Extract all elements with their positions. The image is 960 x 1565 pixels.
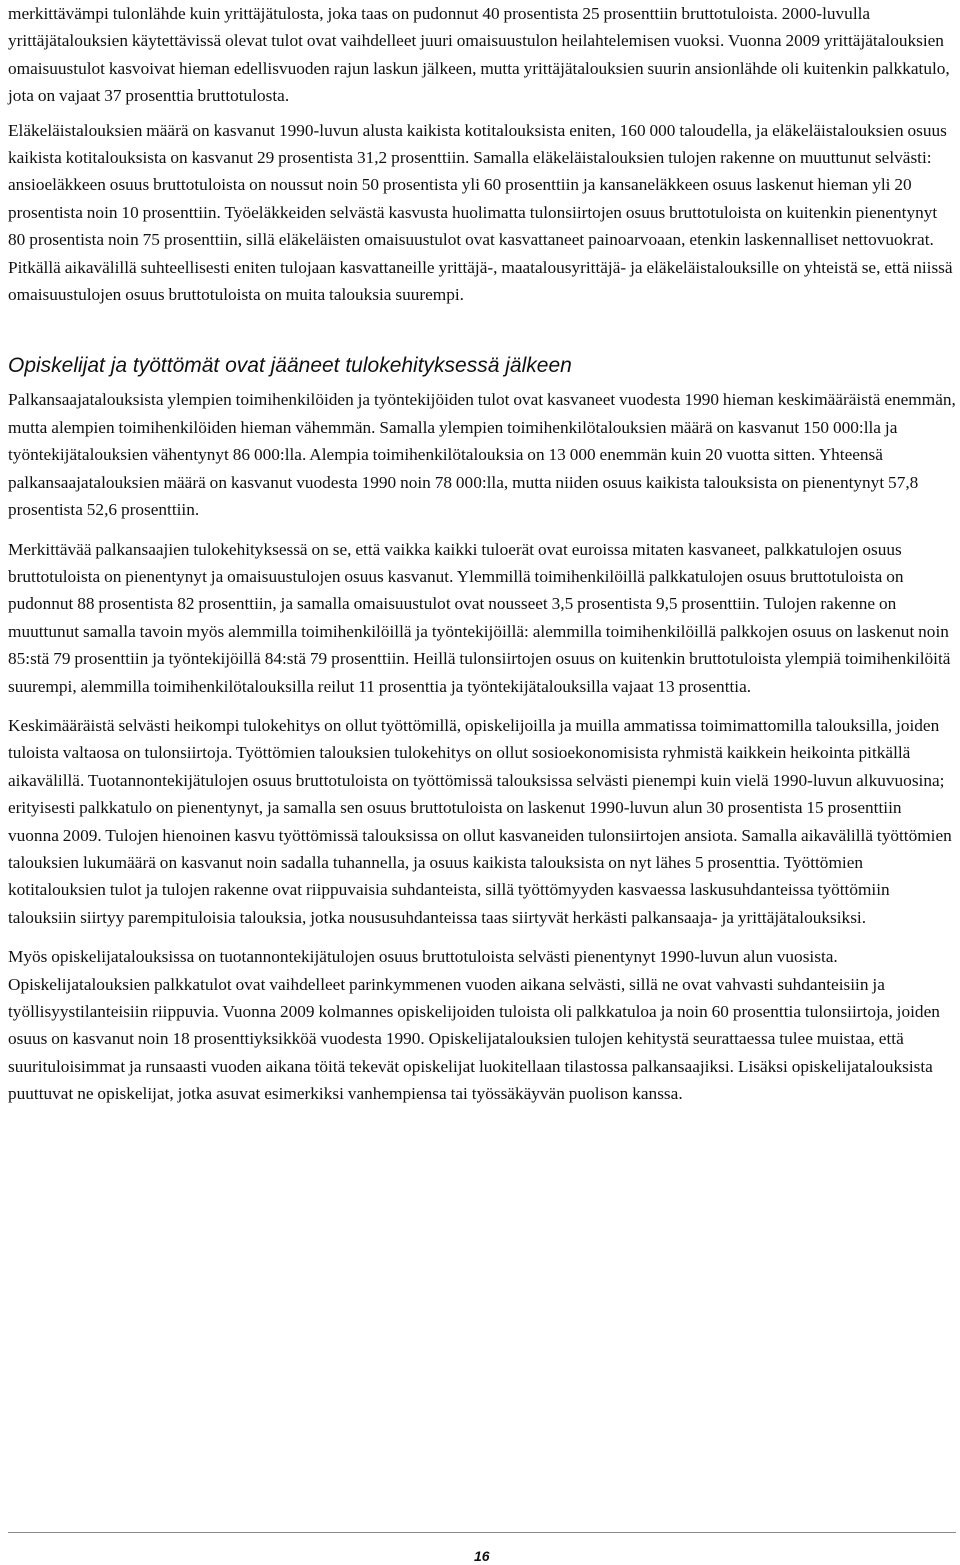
body-paragraph: merkittävämpi tulonlähde kuin yrittäjätulosta, joka taas on pudonnut 40 prosentista 25 prosenttiin bruttotuloista. 2000-luvulla yrittäjätalouksien käytettävissä olevat tulot ovat vaihdelleet juuri omaisuustulon heilahtelemisen vuoksi. Vuonna 2009 yrittäjätalouksien omaisuustulot kasvoivat hieman edellisvuoden rajun laskun jälkeen, mutta yrittäjätalouksien suurin ansionlähde oli kuitenkin palkkatulo, jota on vajaat 37 prosenttia bruttotulosta.: [8, 4, 950, 106]
page-number: 16: [474, 1548, 490, 1564]
body-paragraph: Eläkeläistalouksien määrä on kasvanut 1990-luvun alusta kaikista kotitalouksista eniten, 160 000 taloudella, ja eläkeläistalouksien osuus kaikista kotitalouksista on kasvanut 29 prosentista 31,2 prosenttiin. Samalla eläkeläistalouksien tulojen rakenne on muuttunut selvästi: ansioeläkkeen osuus bruttotuloista on noussut noin 50 prosentista yli 60 prosenttiin ja kansaneläkkeen osuus laskenut hieman yli 20 prosentista noin 10 prosenttiin. Työeläkkeiden selvästä kasvusta huolimatta tulonsiirtojen osuus bruttotuloista on kuitenkin pienentynyt 80 prosentista noin 75 prosenttiin, sillä eläkeläisten omaisuustulot ovat kasvattaneet painoarvoaan, etenkin laskennalliset nettovuokrat. Pitkällä aikavälillä suhteellisesti eniten tulojaan kasvattaneille yrittäjä-, maatalousyrittäjä- ja eläkeläistalouksille on yhteistä se, että niissä omaisuustulojen osuus bruttotuloista on muita talouksia suurempi.: [8, 120, 953, 305]
body-paragraph: Keskimääräistä selvästi heikompi tulokehitys on ollut työttömillä, opiskelijoilla ja muilla ammatissa toimimattomilla talouksilla, joiden tuloista valtaosa on tulonsiirtoja. Työttömien talouksien tulokehitys on ollut sosioekonomisista ryhmistä kaikkein heikointa pitkällä aikavälillä. Tuotannontekijätulojen osuus bruttotuloista on työttömissä talouksissa selvästi pienempi kuin vielä 1990-luvun alkuvuosina; erityisesti palkkatulo on pienentynyt, ja samalla sen osuus bruttotuloista on laskenut 1990-luvun alun 30 prosentista 15 prosenttiin vuonna 2009. Tulojen hienoinen kasvu työttömissä talouksissa on ollut kasvaneiden tulonsiirtojen ansiota. Samalla aikavälillä työttömien talouksien lukumäärä on kasvanut noin sadalla tuhannella, ja osuus kaikista talouksista on nyt lähes 5 prosenttia. Työttömien kotitalouksien tulot ja tulojen rakenne ovat riippuvaisia suhdanteista, sillä työttömyyden kasvaessa laskusuhdanteissa työttömiin talouksiin siirtyy parempituloisia talouksia, jotka noususuhdanteissa taas siirtyvät herkästi palkansaaja- ja yrittäjätalouksiksi.: [8, 715, 952, 927]
footer-divider: [8, 1532, 956, 1533]
body-paragraph: Merkittävää palkansaajien tulokehityksessä on se, että vaikka kaikki tuloerät ovat euroissa mitaten kasvaneet, palkkatulojen osuus bruttotuloista on pienentynyt ja omaisuustulojen osuus kasvanut. Ylemmillä toimihenkilöillä palkkatulojen osuus bruttotuloista on pudonnut 88 prosentista 82 prosenttiin, ja samalla omaisuustulot ovat nousseet 3,5 prosentista 9,5 prosenttiin. Tulojen rakenne on muuttunut samalla tavoin myös alemmilla toimihenkilöillä ja työntekijöillä: alemmilla toimihenkilöillä palkkojen osuus on laskenut noin 85:stä 79 prosenttiin ja työntekijöillä 84:stä 79 prosenttiin. Heillä tulonsiirtojen osuus on kuitenkin bruttotuloista ylempiä toimihenkilöitä suurempi, alemmilla toimihenkilötalouksilla reilut 11 prosenttia ja työntekijätalouksilla vajaat 13 prosenttia.: [8, 539, 951, 696]
body-paragraph: Palkansaajatalouksista ylempien toimihenkilöiden ja työntekijöiden tulot ovat kasvaneet vuodesta 1990 hieman keskimääräistä enemmän, mutta alempien toimihenkilöiden hieman vähemmän. Samalla ylempien toimihenkilötalouksien määrä on kasvanut 150 000:lla ja työntekijätalouksien vähentynyt 86 000:lla. Alempia toimihenkilötalouksia on 13 000 enemmän kuin 20 vuotta sitten. Yhteensä palkansaajatalouksien määrä on kasvanut vuodesta 1990 noin 78 000:lla, mutta niiden osuus kaikista talouksista on pienentynyt 57,8 prosentista 52,6 prosenttiin.: [8, 390, 956, 520]
document-page: [8, 0, 956, 1108]
body-paragraph: Myös opiskelijatalouksissa on tuotannontekijätulojen osuus bruttotuloista selvästi pienentynyt 1990-luvun alun vuosista. Opiskelijatalouksien palkkatulot ovat vaihdelleet parinkymmenen vuoden aikana selvästi, sillä ne ovat vahvasti suhdanteisiin ja työllisyystilanteisiin riippuvia. Vuonna 2009 kolmannes opiskelijoiden tuloista oli palkkatuloa ja noin 60 prosenttia tulonsiirtoja, joiden osuus on kasvanut noin 18 prosenttiyksikköä vuodesta 1990. Opiskelijatalouksien tulojen kehitystä seurattaessa tulee muistaa, että suurituloisimmat ja runsaasti vuoden aikana töitä tekevät opiskelijat luokitellaan tilastossa palkansaajiksi. Lisäksi opiskelijatalouksista puuttuvat ne opiskelijat, jotka asuvat esimerkiksi vanhempiensa tai työssäkäyvän puolison kanssa.: [8, 947, 940, 1104]
section-heading: Opiskelijat ja työttömät ovat jääneet tulokehityksessä jälkeen: [8, 354, 572, 378]
